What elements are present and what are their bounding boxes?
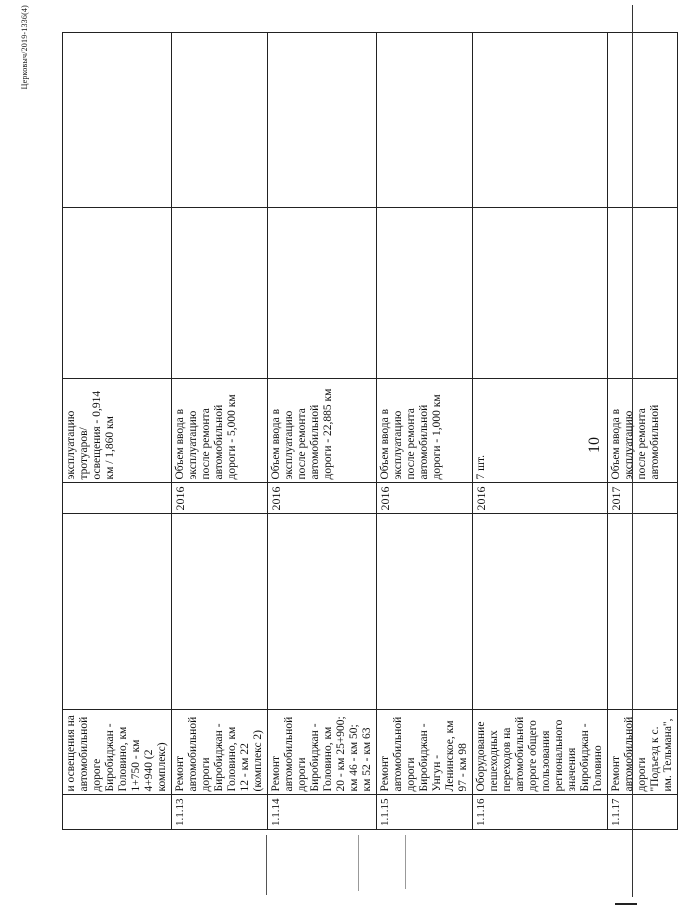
empty-cell (172, 33, 268, 208)
row-number: 1.1.13 (172, 795, 268, 830)
page-corner-mark (615, 895, 637, 905)
table-row (377, 33, 473, 830)
page-number: 10 (586, 437, 603, 453)
empty-cell (63, 208, 172, 379)
measure-name: Оборудование пешеходных переходов на автомобильной дороге общего пользования регионального значения Биробиджан - Головино (473, 710, 608, 795)
empty-cell (268, 514, 377, 710)
measure-name: и освещения на автомобильной дороге Биробиджан - Головино, км 1+750 - км 4+940 (2 комплекс) (63, 710, 172, 795)
row-number: 1.1.14 (268, 795, 377, 830)
footer-code: Церковыч/2019-1336(4) (20, 5, 29, 90)
table-row (172, 33, 268, 830)
year-cell: 2016 (377, 483, 473, 514)
indicator-cell: Объем ввода в эксплуатацию после ремонта автомобильной дороги - 1,000 км (377, 379, 473, 483)
empty-cell (473, 514, 608, 710)
indicator-cell: эксплуатацию тротуаров/освещения - 0,914 км / 1,860 км (63, 379, 172, 483)
empty-cell (63, 33, 172, 208)
indicator-cell: 7 шт. (473, 379, 608, 483)
scan-mark (266, 835, 267, 895)
scan-mark (358, 835, 359, 891)
year-cell: 2016 (268, 483, 377, 514)
empty-cell (608, 208, 678, 379)
measure-name: Ремонт автомобильной дороги Биробиджан - Головино, км 20 - км 25+900; км 46 - км 50; км 52 - км 63 (268, 710, 377, 795)
indicator-cell: Объем ввода в эксплуатацию после ремонта автомобильной дороги - 5,000 км (172, 379, 268, 483)
row-number: 1.1.16 (473, 795, 608, 830)
scan-mark (405, 835, 406, 889)
indicator-cell: Объем ввода в эксплуатацию после ремонта автомобильной (608, 379, 678, 483)
empty-cell (377, 33, 473, 208)
empty-cell (473, 208, 608, 379)
empty-cell (63, 514, 172, 710)
row-number (63, 795, 172, 830)
page-edge-line (632, 5, 633, 897)
year-cell: 2016 (172, 483, 268, 514)
empty-cell (473, 33, 608, 208)
empty-cell (608, 33, 678, 208)
measure-name: Ремонт автомобильной дороги Биробиджан - Головино, км 12 - км 22 (комплекс 2) (172, 710, 268, 795)
measure-name: Ремонт автомобильной дороги Биробиджан - Унгун - Ленинское, км 97 - км 98 (377, 710, 473, 795)
empty-cell (172, 208, 268, 379)
year-cell (63, 483, 172, 514)
table-row (608, 33, 678, 830)
table-row (268, 33, 377, 830)
table-row (63, 33, 172, 830)
year-cell: 2016 (473, 483, 608, 514)
program-table (62, 33, 678, 831)
indicator-cell: Объем ввода в эксплуатацию после ремонта автомобильной дороги - 22,885 км (268, 379, 377, 483)
row-number: 1.1.17 (608, 795, 678, 830)
empty-cell (377, 208, 473, 379)
empty-cell (608, 514, 678, 710)
empty-cell (172, 514, 268, 710)
empty-cell (268, 33, 377, 208)
measure-name: Ремонт автомобильной дороги "Подъезд к с. им. Тельмана", (608, 710, 678, 795)
row-number: 1.1.15 (377, 795, 473, 830)
year-cell: 2017 (608, 483, 678, 514)
empty-cell (377, 514, 473, 710)
empty-cell (268, 208, 377, 379)
table-row (473, 33, 608, 830)
